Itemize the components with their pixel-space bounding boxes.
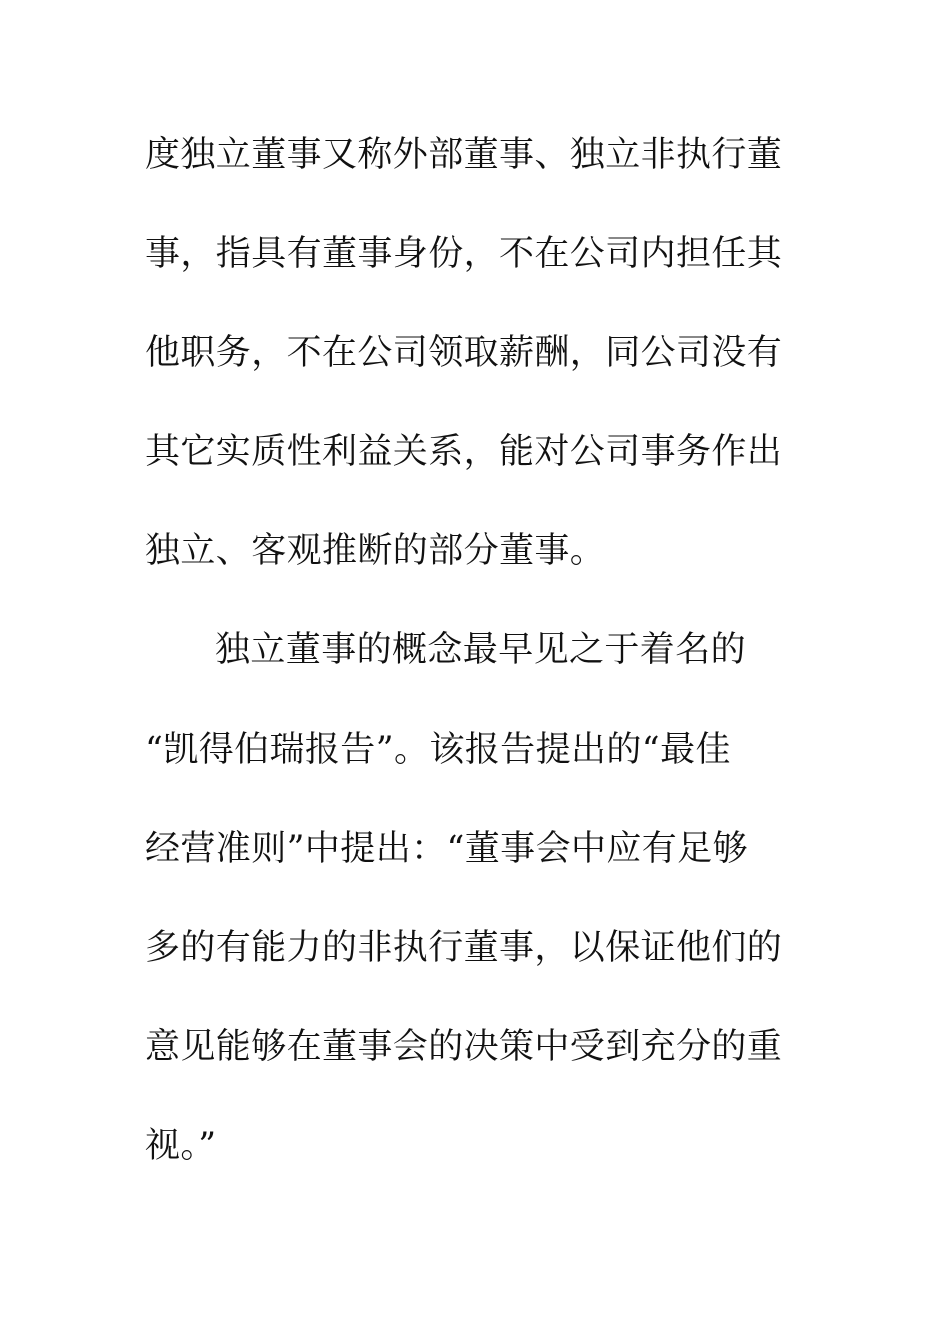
paragraph-1-line-5: 独立、客观推断的部分董事。 <box>145 531 606 571</box>
paragraph-2-line-6: 视。” <box>145 1126 217 1166</box>
paragraph-1-line-4: 其它实质性利益关系，能对公司事务作出 <box>145 432 783 472</box>
paragraph-2-line-2: “凯得伯瑞报告”。该报告提出的“最佳 <box>145 730 731 770</box>
paragraph-2-line-4: 多的有能力的非执行董事，以保证他们的 <box>145 928 783 968</box>
paragraph-2-line-5: 意见能够在董事会的决策中受到充分的重 <box>145 1027 783 1067</box>
paragraph-2-line-3: 经营准则”中提出：“董事会中应有足够 <box>145 829 748 869</box>
paragraph-1-line-2: 事，指具有董事身份，不在公司内担任其 <box>145 234 783 274</box>
paragraph-1-line-3: 他职务，不在公司领取薪酬，同公司没有 <box>145 333 783 373</box>
paragraph-1-line-1: 度独立董事又称外部董事、独立非执行董 <box>145 135 783 175</box>
paragraph-2-line-1: 独立董事的概念最早见之于着名的 <box>215 630 747 670</box>
